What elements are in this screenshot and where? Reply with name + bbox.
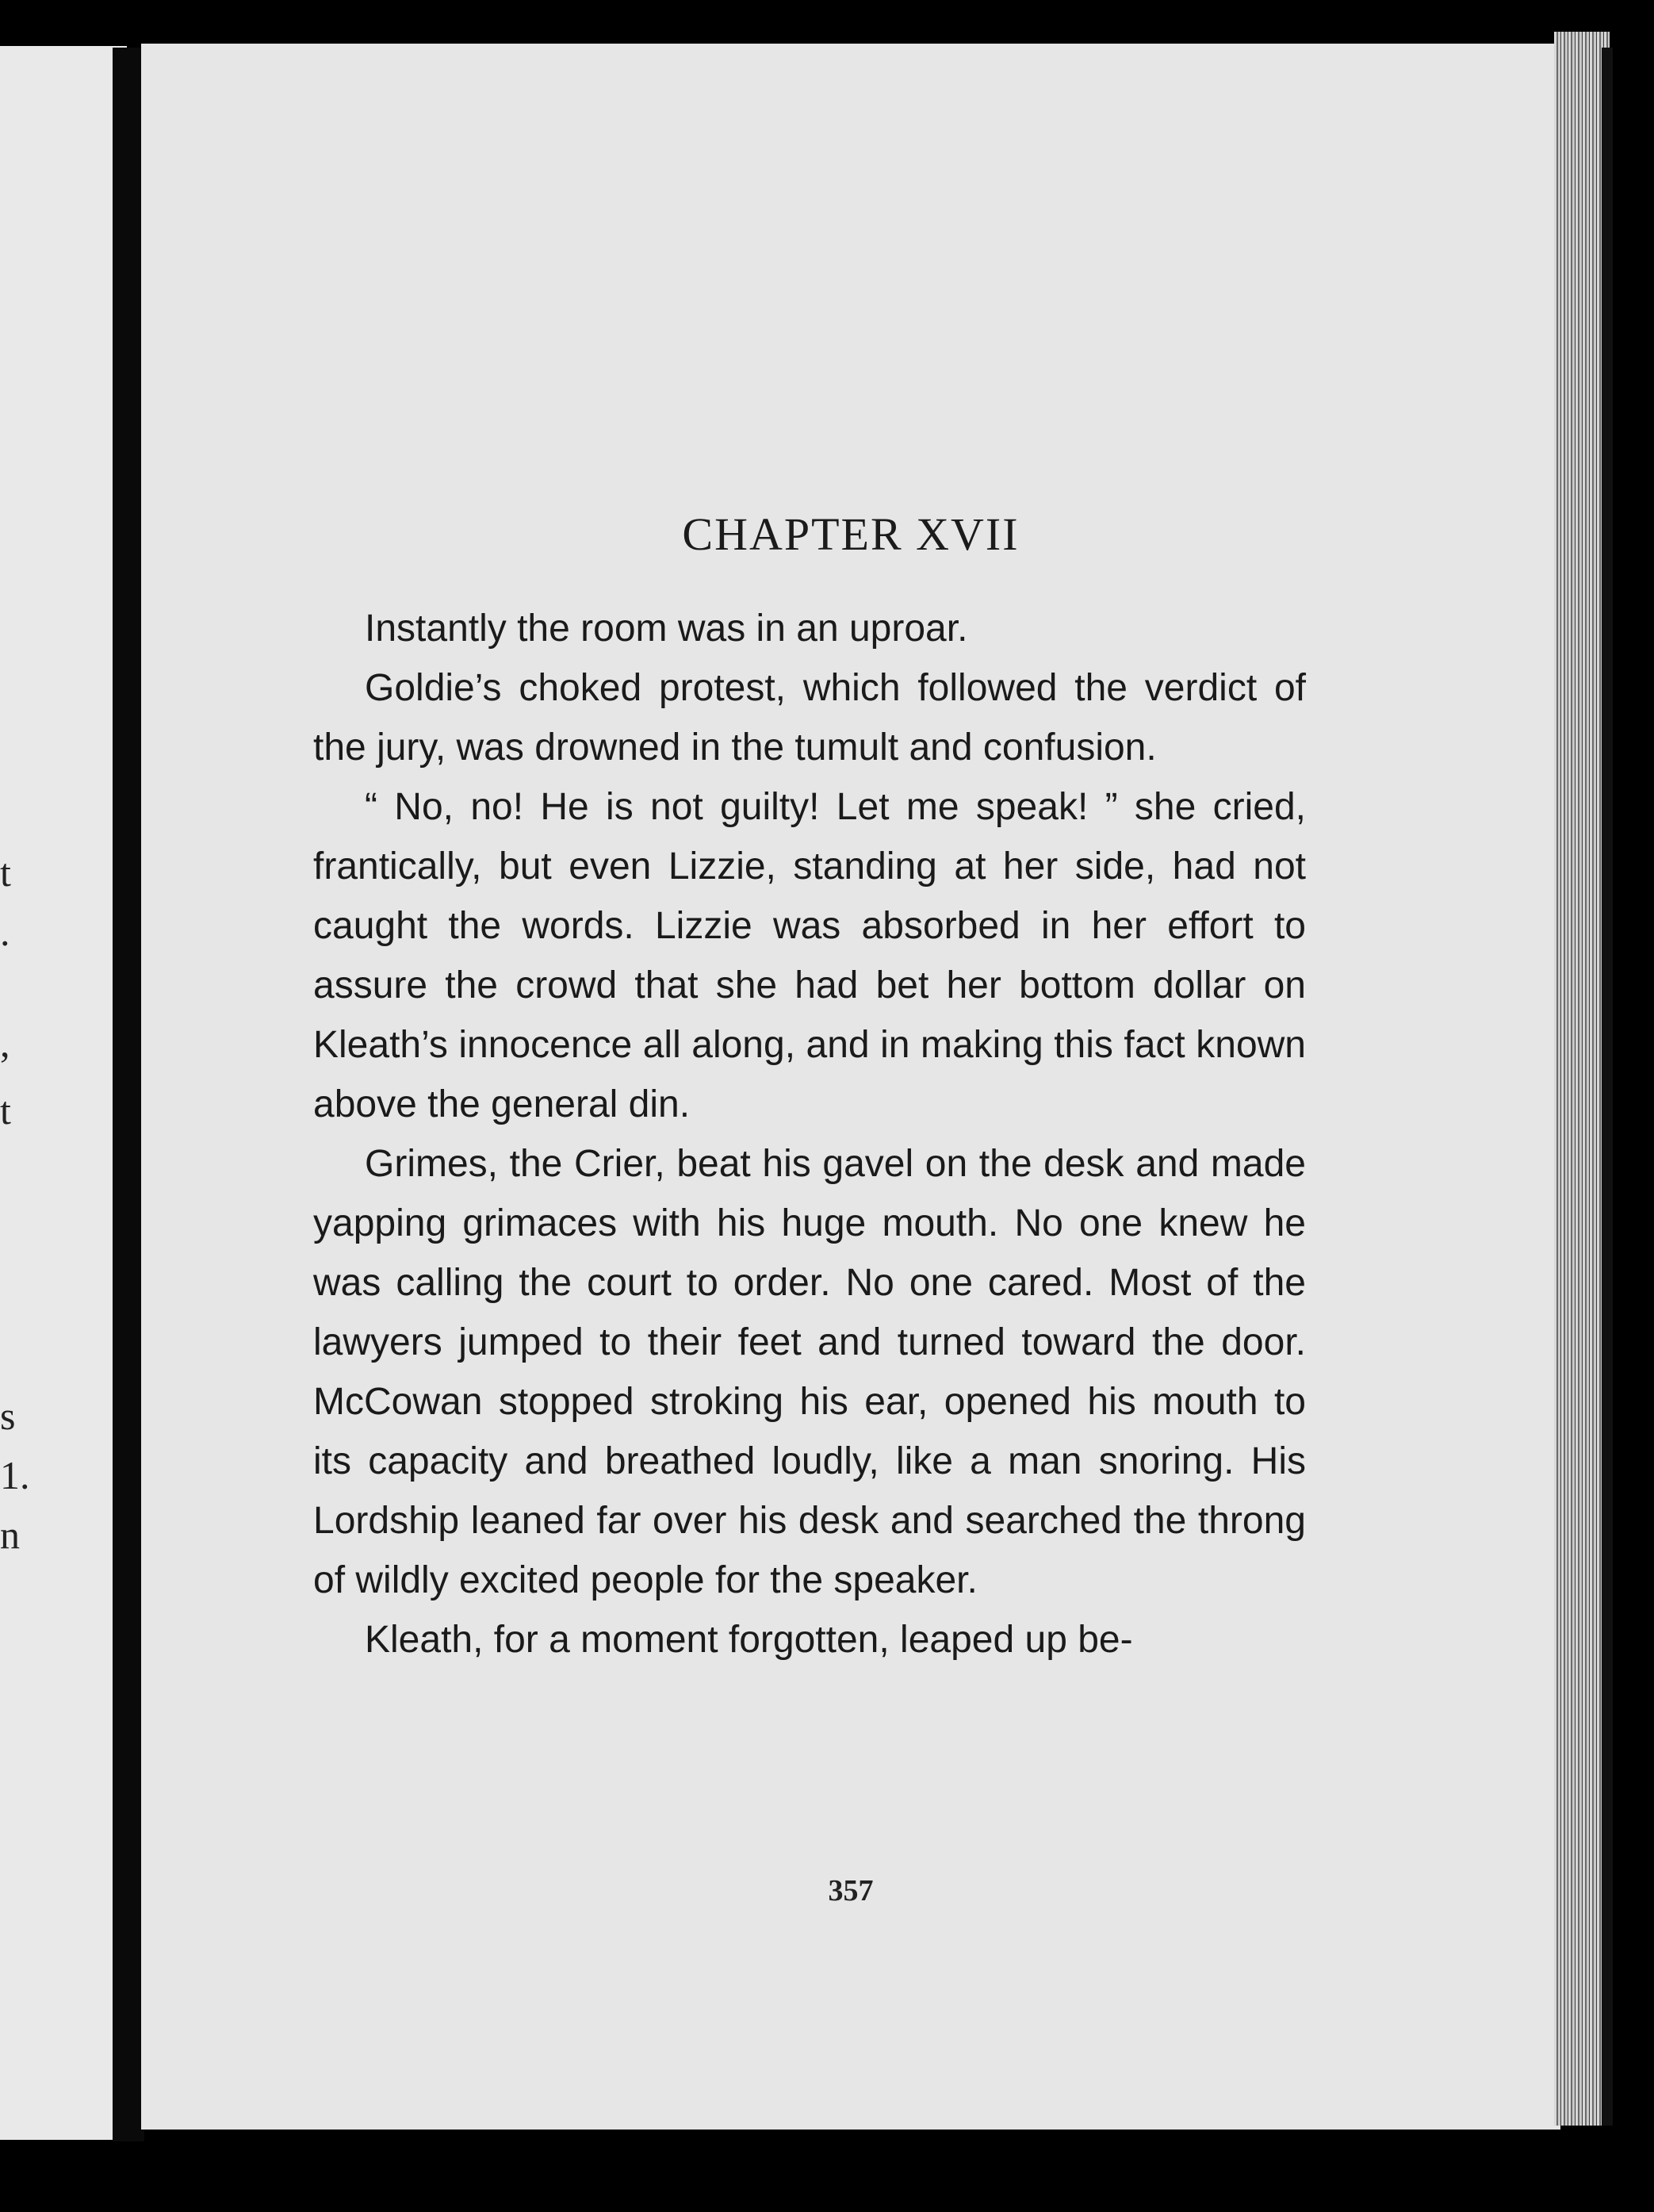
paragraph: Kleath, for a moment forgotten, leaped up be-: [365, 1619, 1133, 1661]
paragraph: “ No, no! He is not guilty! Let me speak! ” she cried, frantically, but even Lizzie, standing at her side, had not caught the words. Lizzie was absorbed in her effort to assure the crowd that she had bet her bottom dollar on Kleath’s innocence all along, and in making this fact known above the general din.: [313, 786, 1306, 1125]
left-page-fragment: 1.: [0, 1453, 30, 1497]
left-page-fragment: ,: [0, 1021, 10, 1065]
body-text: [313, 599, 1306, 1670]
book-gutter: [113, 48, 144, 2141]
left-page-fragment: s: [0, 1394, 16, 1438]
page-number: 357: [828, 1874, 874, 1907]
paragraph: Grimes, the Crier, beat his gavel on the desk and made yapping grimaces with his huge mouth. No one knew he was calling the court to order. No one cared. Most of the lawyers jumped to their feet and turned toward the door. McCowan stopped stroking his ear, opened his mouth to its capacity and breathed loudly, like a man snoring. His Lordship leaned far over his desk and searched the throng of wildly excited people for the speaker.: [313, 1143, 1306, 1601]
chapter-title: CHAPTER XVII: [682, 508, 1020, 560]
left-page-fragment: .: [0, 910, 10, 954]
paragraph: Instantly the room was in an uproar.: [365, 608, 968, 650]
left-page-fragment: n: [0, 1512, 20, 1557]
left-page-fragment: t: [0, 850, 11, 895]
facing-page-left: [0, 46, 127, 2140]
left-page-fragment: t: [0, 1088, 11, 1133]
book-edge-shadow: [1602, 48, 1613, 2126]
paragraph: Goldie’s choked protest, which followed the verdict of the jury, was drowned in the tumult and confusion.: [313, 667, 1306, 769]
